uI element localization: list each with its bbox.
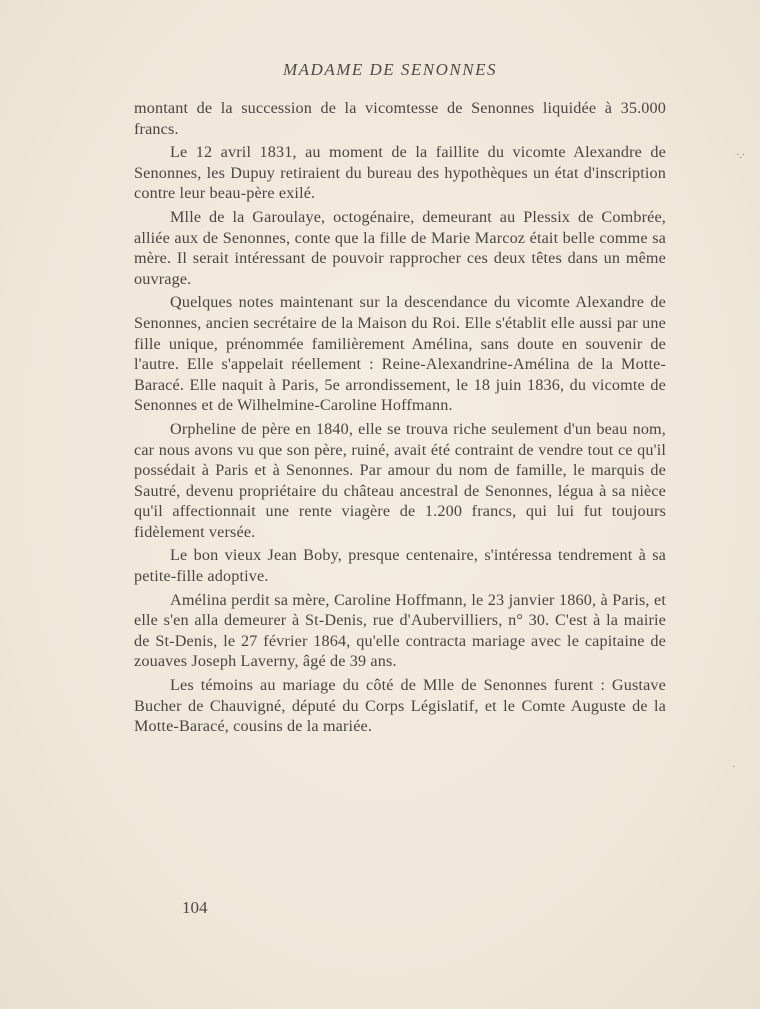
paragraph: Mlle de la Garoulaye, octogénaire, demeurant au Plessix de Combrée, alliée aux de Senonnes, conte que la fille de Marie Marcoz était belle comme sa mère. Il serait intéressant de pouvoir rapprocher ces deux têtes dans un même ouvrage. (134, 207, 666, 288)
running-head: MADAME DE SENONNES (283, 60, 497, 79)
paragraph: Le bon vieux Jean Boby, presque centenaire, s'intéressa tendrement à sa petite-fille adoptive. (134, 546, 666, 586)
paragraph: Quelques notes maintenant sur la descendance du vicomte Alexandre de Senonnes, ancien secrétaire de la Maison du Roi. Elle s'établit elle aussi par une fille unique, prénommée familièrement Amélina, sans doute en souvenir de l'autre. Elle s'appelait réellement : Reine-Alexandrine-Amélina de la Motte-Baracé. Elle naquit à Paris, 5e arrondissement, le 18 juin 1836, du vicomte de Senonnes et de Wilhelmine-Caroline Hoffmann. (134, 293, 666, 415)
paragraph: montant de la succession de la vicomtesse de Senonnes liquidée à 35.000 francs. (134, 99, 666, 138)
paragraph: Le 12 avril 1831, au moment de la faillite du vicomte Alexandre de Senonnes, les Dupuy retiraient du bureau des hypothèques un état d'inscription contre leur beau-père exilé. (134, 143, 666, 203)
paragraph: Amélina perdit sa mère, Caroline Hoffmann, le 23 janvier 1860, à Paris, et elle s'en alla demeurer à St-Denis, rue d'Aubervilliers, n° 30. C'est à la mairie de St-Denis, le 27 février 1864, qu'elle contracta mariage avec le capitaine de zouaves Joseph Laverny, âgé de 39 ans. (134, 590, 666, 671)
paragraph: Orpheline de père en 1840, elle se trouva riche seulement d'un beau nom, car nous avons vu que son père, ruiné, avait été contraint de vendre tout ce qu'il possédait à Paris et à Senonnes. Par amour du nom de famille, le marquis de Sautré, devenu propriétaire du château ancestral de Senonnes, légua à sa nièce qu'il affectionnait une rente viagère de 1.200 francs, qui lui fut toujours fidèlement versée. (134, 419, 666, 541)
ink-speck: · (732, 762, 736, 773)
page-number: 104 (182, 898, 208, 917)
paragraph: Les témoins au mariage du côté de Mlle de Senonnes furent : Gustave Bucher de Chauvigné, député du Corps Législatif, et le Comte Auguste de la Motte-Baracé, cousins de la mariée. (134, 676, 666, 736)
ink-speck: ·.· (736, 150, 746, 161)
body-text (134, 98, 666, 740)
